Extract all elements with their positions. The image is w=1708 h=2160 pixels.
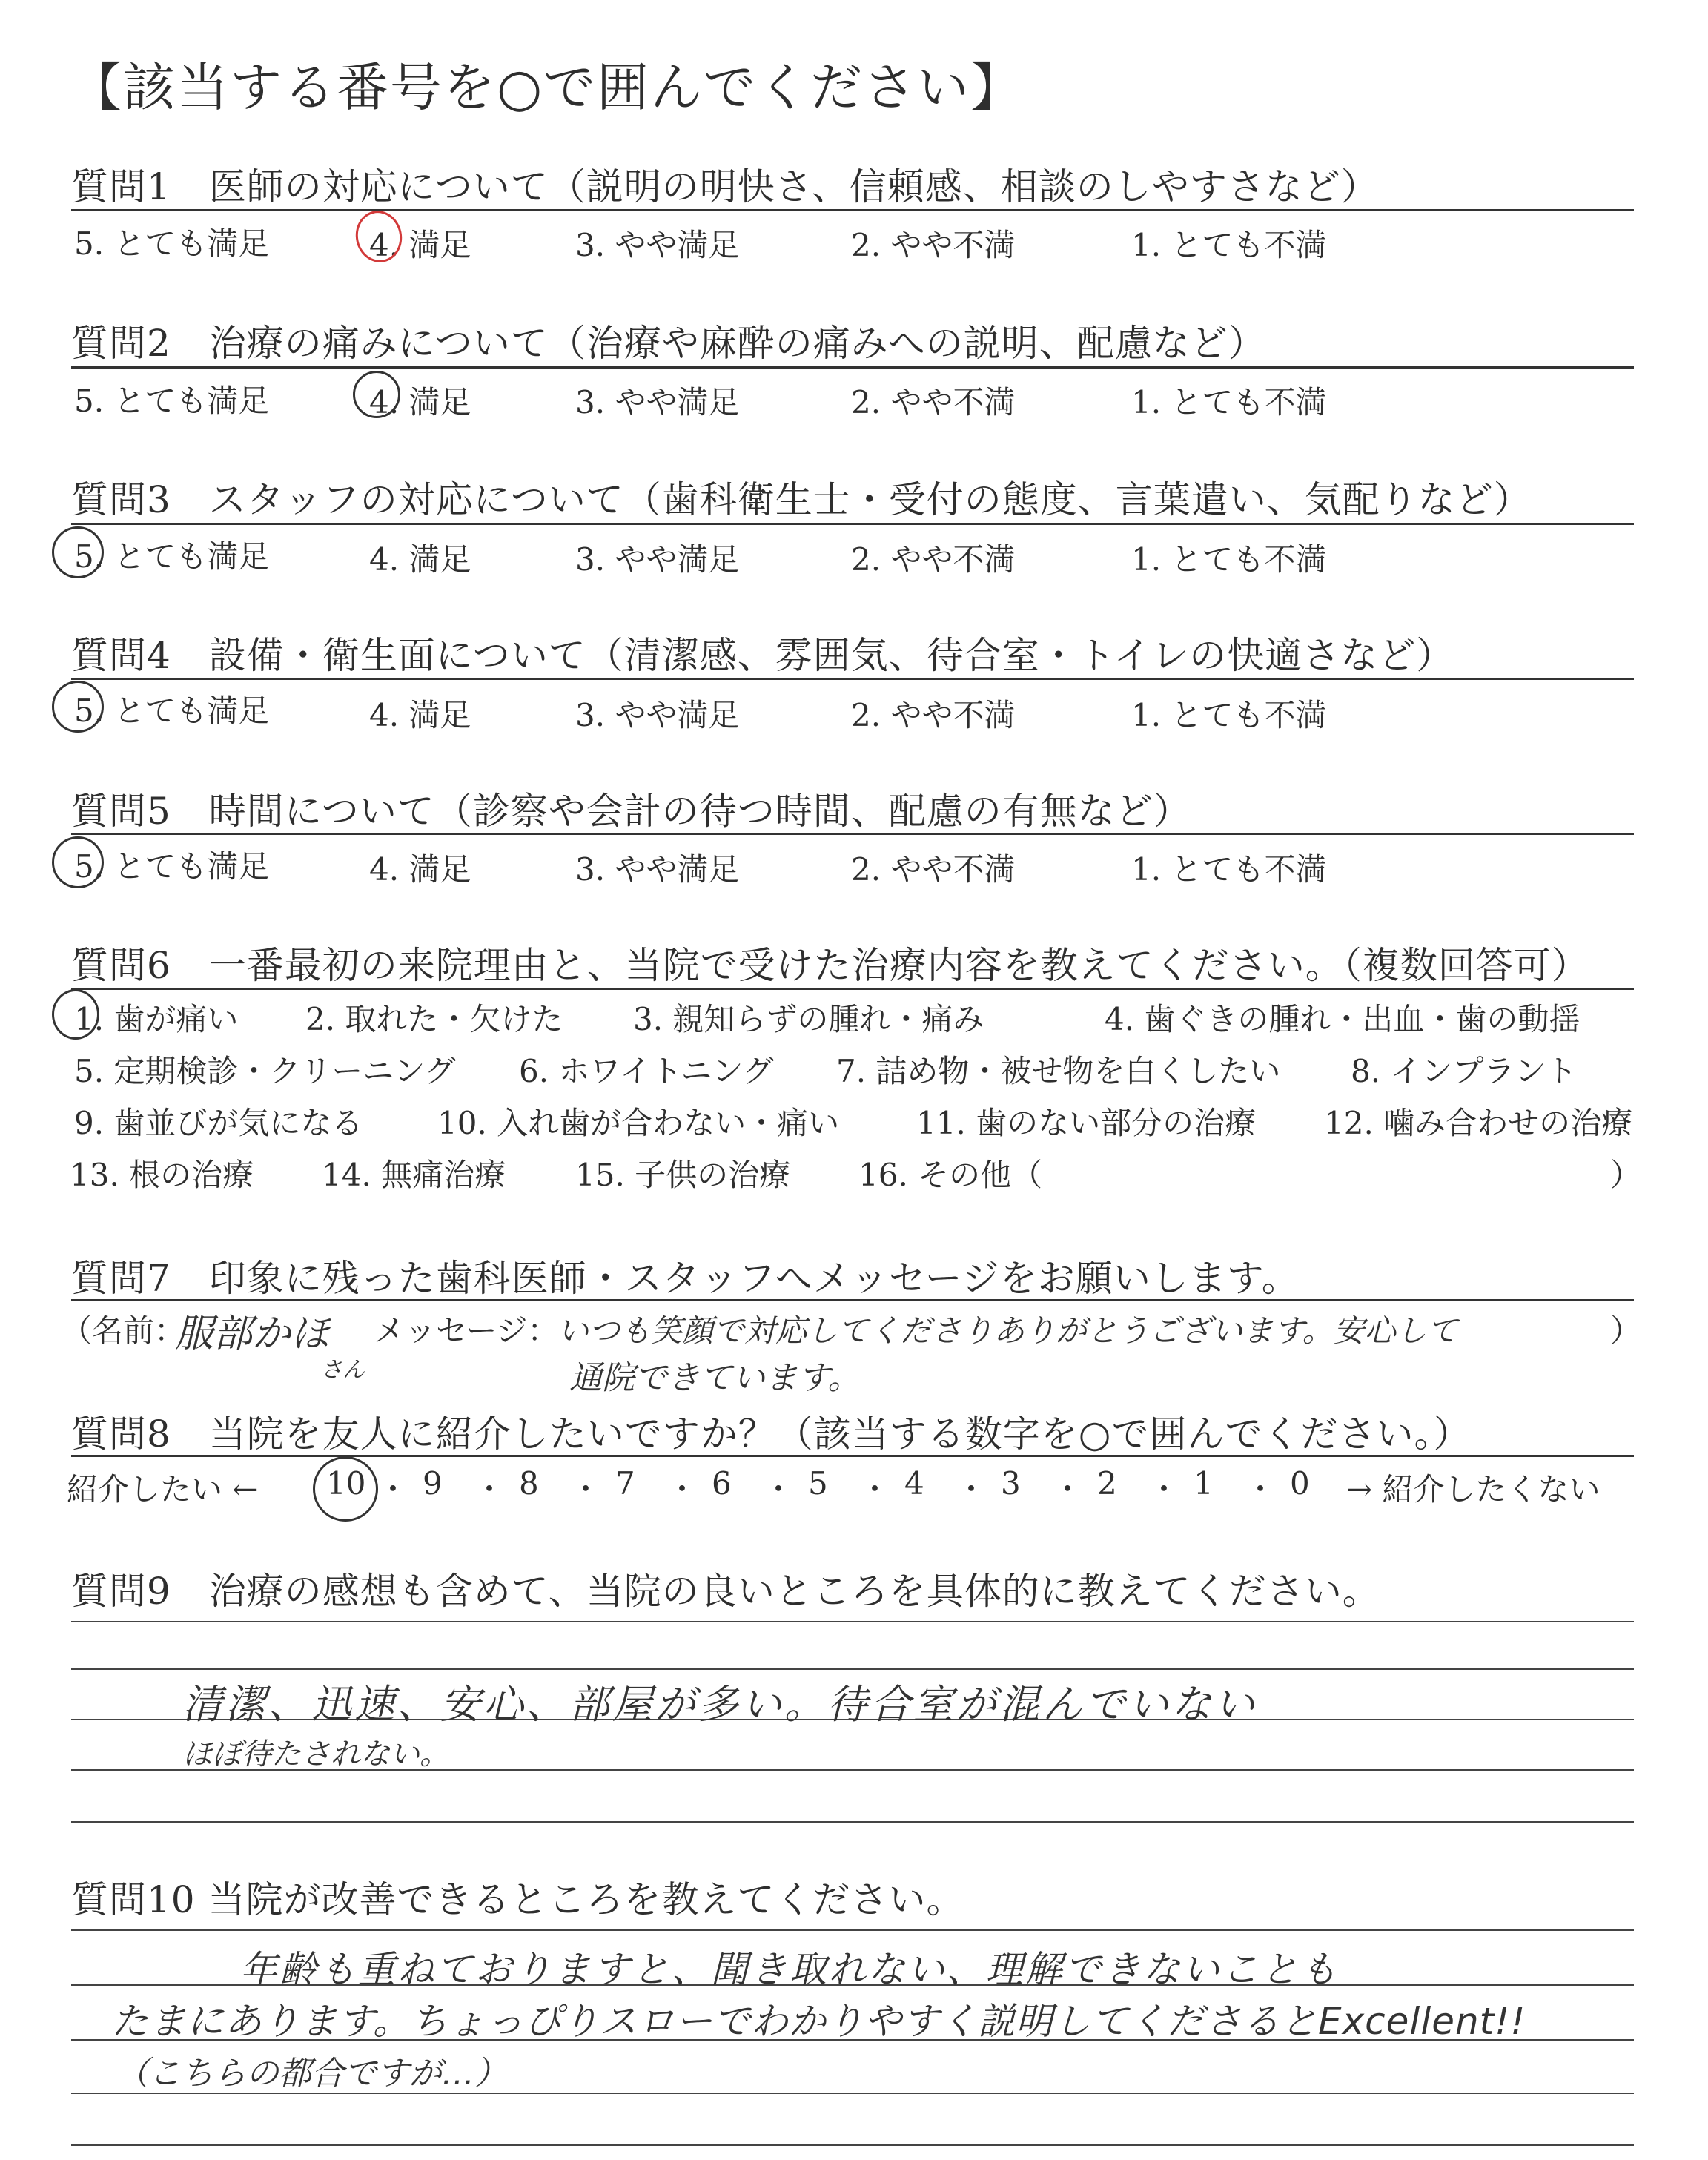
q6-option-11[interactable]: 11. 歯のない部分の治療 bbox=[916, 1105, 1257, 1141]
q3-option-4[interactable]: 4. 満足 bbox=[369, 541, 471, 578]
q3-option-3[interactable]: 3. やや満足 bbox=[575, 541, 740, 578]
q3-rule bbox=[71, 523, 1634, 525]
q6-option-13[interactable]: 13. 根の治療 bbox=[70, 1157, 254, 1193]
q4-rule bbox=[71, 678, 1634, 680]
q8-scale-separator: ・ bbox=[1148, 1471, 1180, 1507]
q6-option-16[interactable]: 16. その他（ bbox=[858, 1157, 1043, 1193]
q1-option-2[interactable]: 2. やや不満 bbox=[851, 227, 1016, 263]
q5-title: 質問5 時間について（診察や会計の待つ時間、配慮の有無など） bbox=[71, 790, 1191, 833]
q8-scale-3[interactable]: 3 bbox=[1001, 1465, 1021, 1502]
q8-scale-8[interactable]: 8 bbox=[519, 1465, 539, 1502]
q8-scale-separator: ・ bbox=[956, 1471, 987, 1507]
q2-option-4[interactable]: 4. 満足 bbox=[369, 384, 471, 420]
q7-message-line1[interactable]: いつも笑顔で対応してくださりありがとうございます。安心して bbox=[557, 1312, 1458, 1349]
q6-option-12[interactable]: 12. 噛み合わせの治療 bbox=[1324, 1105, 1633, 1141]
q8-scale-separator: ・ bbox=[570, 1471, 602, 1507]
q8-scale-separator: ・ bbox=[474, 1471, 506, 1507]
q8-scale-10[interactable]: 10 bbox=[326, 1465, 366, 1502]
q6-option-14[interactable]: 14. 無痛治療 bbox=[322, 1157, 506, 1193]
q8-scale-1[interactable]: 1 bbox=[1194, 1465, 1214, 1502]
q4-option-2[interactable]: 2. やや不満 bbox=[851, 697, 1016, 733]
q5-rule bbox=[71, 833, 1634, 835]
q8-scale-separator: ・ bbox=[377, 1471, 409, 1507]
q5-option-4[interactable]: 4. 満足 bbox=[369, 851, 471, 888]
q4-option-3[interactable]: 3. やや満足 bbox=[575, 697, 740, 733]
q2-option-1[interactable]: 1. とても不満 bbox=[1131, 384, 1327, 420]
q7-name-label: （名前： bbox=[61, 1312, 186, 1349]
q8-title: 質問8 当院を友人に紹介したいですか？（該当する数字を○で囲んでください。） bbox=[71, 1413, 1472, 1456]
q2-option-3[interactable]: 3. やや満足 bbox=[575, 384, 740, 420]
q10-line-1 bbox=[71, 1929, 1634, 1931]
q2-rule bbox=[71, 366, 1634, 369]
q6-option-5[interactable]: 5. 定期検診・クリーニング bbox=[74, 1053, 456, 1089]
q5-option-5[interactable]: 5. とても満足 bbox=[74, 848, 270, 885]
q8-scale-separator: ・ bbox=[763, 1471, 795, 1507]
q10-answer-line2[interactable]: たまにあります。ちょっぴりスローでわかりやすく説明してくださるとExcellent!! bbox=[111, 2000, 1526, 2043]
q5-option-2[interactable]: 2. やや不満 bbox=[851, 851, 1016, 888]
q2-option-2[interactable]: 2. やや不満 bbox=[851, 384, 1016, 420]
q3-title: 質問3 スタッフの対応について（歯科衛生士・受付の態度、言葉遣い、気配りなど） bbox=[71, 478, 1532, 521]
q8-answer-circle bbox=[313, 1456, 378, 1522]
q1-title: 質問1 医師の対応について（説明の明快さ、信頼感、相談のしやすさなど） bbox=[71, 165, 1379, 208]
q6-title: 質問6 一番最初の来院理由と、当院で受けた治療内容を教えてください。（複数回答可） bbox=[71, 944, 1589, 987]
q1-option-3[interactable]: 3. やや満足 bbox=[575, 227, 740, 263]
q9-line-1 bbox=[71, 1621, 1634, 1622]
q8-scale-separator: ・ bbox=[859, 1471, 891, 1507]
q8-left-label: 紹介したい ← bbox=[67, 1471, 259, 1507]
q9-answer-line1[interactable]: 清潔、迅速、安心、部屋が多い。待合室が混んでいない bbox=[182, 1681, 1257, 1728]
q4-option-1[interactable]: 1. とても不満 bbox=[1131, 697, 1327, 733]
form-title: 【該当する番号を○で囲んでください】 bbox=[70, 57, 1025, 118]
q8-right-label: → 紹介したくない bbox=[1346, 1471, 1601, 1507]
q6-option-10[interactable]: 10. 入れ歯が合わない・痛い bbox=[437, 1105, 840, 1141]
q6-option-3[interactable]: 3. 親知らずの腫れ・痛み bbox=[633, 1001, 984, 1037]
q1-option-4[interactable]: 4. 満足 bbox=[369, 227, 471, 263]
q9-answer-line2[interactable]: ほぼ待たされない。 bbox=[182, 1737, 449, 1771]
q1-rule bbox=[71, 209, 1634, 211]
q8-scale-separator: ・ bbox=[666, 1471, 698, 1507]
q3-option-1[interactable]: 1. とても不満 bbox=[1131, 541, 1327, 578]
q8-scale-4[interactable]: 4 bbox=[904, 1465, 924, 1502]
q7-rule bbox=[71, 1299, 1634, 1301]
q6-option-8[interactable]: 8. インプラント bbox=[1351, 1053, 1578, 1089]
q6-option-6[interactable]: 6. ホワイトニング bbox=[519, 1053, 774, 1089]
q4-title: 質問4 設備・衛生面について（清潔感、雰囲気、待合室・トイレの快適さなど） bbox=[71, 634, 1454, 677]
q8-scale-2[interactable]: 2 bbox=[1097, 1465, 1117, 1502]
q8-scale-6[interactable]: 6 bbox=[712, 1465, 732, 1502]
q6-other-close: ） bbox=[1610, 1157, 1642, 1193]
q6-answer-circle bbox=[52, 989, 99, 1040]
q7-message-line2[interactable]: 通院できています。 bbox=[569, 1359, 861, 1397]
q3-option-2[interactable]: 2. やや不満 bbox=[851, 541, 1016, 578]
q7-title: 質問7 印象に残った歯科医師・スタッフへメッセージをお願いします。 bbox=[71, 1257, 1300, 1300]
q7-name-suffix: さん bbox=[320, 1357, 365, 1383]
q9-line-5 bbox=[71, 1821, 1634, 1823]
q4-option-5[interactable]: 5. とても満足 bbox=[74, 693, 270, 729]
q4-option-4[interactable]: 4. 満足 bbox=[369, 697, 471, 733]
q2-answer-circle bbox=[353, 371, 400, 418]
q3-answer-circle bbox=[52, 526, 104, 578]
q3-option-5[interactable]: 5. とても満足 bbox=[74, 538, 270, 575]
q2-option-5[interactable]: 5. とても満足 bbox=[74, 383, 270, 419]
q8-rule bbox=[71, 1455, 1634, 1457]
q1-option-1[interactable]: 1. とても不満 bbox=[1131, 227, 1327, 263]
q8-scale-5[interactable]: 5 bbox=[808, 1465, 828, 1502]
q10-title: 質問10 当院が改善できるところを教えてください。 bbox=[71, 1878, 964, 1921]
q8-scale-9[interactable]: 9 bbox=[423, 1465, 443, 1502]
q6-rule bbox=[71, 988, 1634, 990]
q10-line-5 bbox=[71, 2144, 1634, 2146]
q5-answer-circle bbox=[52, 836, 104, 888]
q7-message-label: メッセージ： bbox=[374, 1312, 559, 1349]
q8-scale-separator: ・ bbox=[1052, 1471, 1084, 1507]
q5-option-1[interactable]: 1. とても不満 bbox=[1131, 851, 1327, 888]
q7-close: ） bbox=[1610, 1312, 1642, 1349]
q8-scale-7[interactable]: 7 bbox=[615, 1465, 635, 1502]
q9-title: 質問9 治療の感想も含めて、当院の良いところを具体的に教えてください。 bbox=[71, 1570, 1380, 1613]
q6-option-1[interactable]: 1. 歯が痛い bbox=[74, 1001, 239, 1037]
q8-scale-0[interactable]: 0 bbox=[1290, 1465, 1310, 1502]
q6-option-9[interactable]: 9. 歯並びが気になる bbox=[74, 1105, 363, 1141]
q6-option-2[interactable]: 2. 取れた・欠けた bbox=[305, 1001, 563, 1037]
q9-line-2 bbox=[71, 1668, 1634, 1670]
q6-option-4[interactable]: 4. 歯ぐきの腫れ・出血・歯の動揺 bbox=[1105, 1001, 1580, 1037]
q8-scale bbox=[326, 1465, 1320, 1507]
q2-title: 質問2 治療の痛みについて（治療や麻酔の痛みへの説明、配慮など） bbox=[71, 322, 1266, 365]
q6-option-7[interactable]: 7. 詰め物・被せ物を白くしたい bbox=[836, 1053, 1281, 1089]
q8-scale-separator: ・ bbox=[1245, 1471, 1277, 1507]
q6-option-15[interactable]: 15. 子供の治療 bbox=[575, 1157, 791, 1193]
q4-answer-circle bbox=[52, 681, 104, 733]
q5-option-3[interactable]: 3. やや満足 bbox=[575, 851, 740, 888]
q10-answer-line3[interactable]: （こちらの都合ですが…） bbox=[116, 2055, 507, 2093]
q1-option-5[interactable]: 5. とても満足 bbox=[74, 225, 270, 262]
q10-answer-line1[interactable]: 年齢も重ねておりますと、聞き取れない、理解できないことも bbox=[240, 1948, 1340, 1991]
q7-name-value[interactable]: 服部かほ bbox=[175, 1312, 330, 1356]
